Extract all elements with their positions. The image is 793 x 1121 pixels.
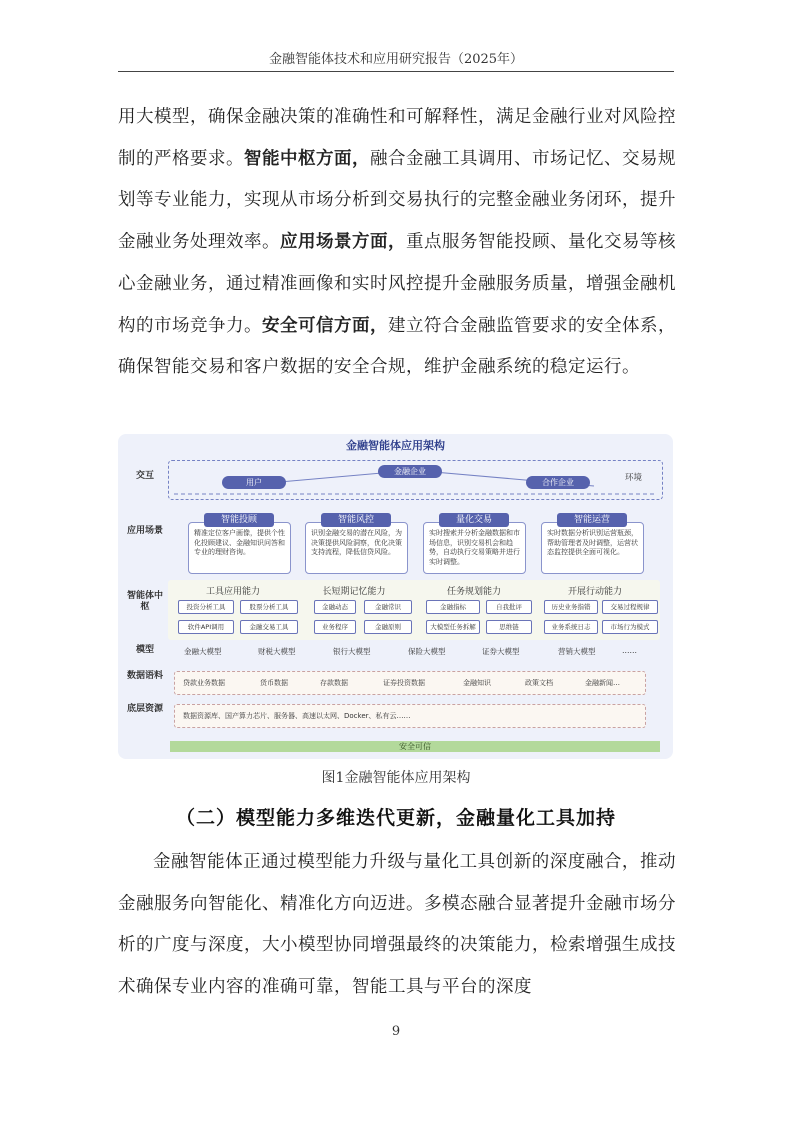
hub-chip: 业务系统日志 [544, 620, 598, 634]
interaction-right-pill: 合作企业 [526, 476, 590, 489]
model-item: …… [622, 646, 637, 655]
section-heading: （二）模型能力多维迭代更新，金融量化工具加持 [175, 807, 616, 829]
hub-chip: 交易过程规律 [602, 600, 658, 614]
hub-chip: 金融交易工具 [240, 620, 298, 634]
app-card [423, 522, 526, 574]
hub-chip: 金融原则 [364, 620, 412, 634]
data-item: 贷款业务数据 [183, 679, 225, 687]
hub-chip: 自我批评 [486, 600, 532, 614]
figure-caption: 图1金融智能体应用架构 [321, 770, 471, 786]
hub-head: 开展行动能力 [567, 587, 622, 597]
intro-bold-scene: 应用场景方面， [280, 232, 406, 253]
model-item: 证券大模型 [482, 647, 520, 656]
app-card [305, 522, 408, 574]
app-card-text: 识别金融交易的潜在风险，为决策提供风险洞察，优化决策支持流程，降低信贷风险。 [311, 529, 402, 556]
hub-chip: 金融指标 [426, 600, 480, 614]
app-card-title: 量化交易 [439, 513, 509, 527]
intro-text-2: 融合金融工具调用、市场记忆、交易规划等专业能力，实现从市场分析到交易执行的完整金融业务闭环，提升金融业务处理效率。 [118, 148, 676, 253]
interaction-center-pill: 金融企业 [378, 465, 442, 478]
running-header: 金融智能体技术和应用研究报告（2025年） [268, 52, 524, 67]
app-card [541, 522, 644, 574]
data-item: 金融新闻… [585, 679, 620, 687]
data-item: 货币数据 [260, 679, 288, 687]
data-item: 存款数据 [320, 679, 348, 687]
infra-text: 数据资源库、国产算力芯片、服务器、高速以太网、Docker、私有云…… [183, 712, 411, 720]
interaction-env: 环境 [625, 473, 643, 483]
hub-head: 长短期记忆能力 [322, 587, 386, 597]
safety-band: 安全可信 [170, 741, 660, 752]
model-item: 保险大模型 [408, 647, 446, 656]
model-item: 银行大模型 [333, 647, 371, 656]
data-box [174, 671, 646, 695]
hub-chip: 大模型任务拆解 [426, 620, 480, 634]
app-card-title: 智能运营 [557, 513, 627, 527]
app-card [188, 522, 291, 574]
data-item: 金融知识 [463, 679, 491, 687]
row-label-data: 数据语料 [126, 671, 163, 681]
app-card-text: 实时数据分析识别运营瓶颈，帮助管理者及时调整，运营状态监控提供全面可视化。 [547, 529, 638, 556]
hub-head: 工具应用能力 [205, 587, 260, 597]
section-body: 金融智能体正通过模型能力升级与量化工具创新的深度融合，推动金融服务向智能化、精准化方向迈进。多模态融合显著提升金融市场分析的广度与深度，大小模型协同增强最终的决策能力，检索增强生成技术确保专业内容的准确可靠，智能工具与平台的深度 [118, 852, 676, 998]
intro-paragraph [118, 97, 676, 389]
figure-title: 金融智能体应用架构 [346, 439, 445, 452]
row-label-infra: 底层资源 [126, 704, 163, 714]
model-item: 营销大模型 [558, 647, 596, 656]
intro-text-4: 建立符合金融监管要求的安全体系，确保智能交易和客户数据的安全合规，维护金融系统的稳定运行。 [118, 315, 676, 378]
hub-chip: 思维链 [486, 620, 532, 634]
row-label-hub: 智能体中枢 [126, 591, 163, 612]
intro-text-1: 用大模型，确保金融决策的准确性和可解释性，满足金融行业对风险控制的严格要求。 [118, 107, 676, 169]
section-paragraph [118, 842, 676, 1009]
page-number: 9 [391, 1024, 401, 1039]
hub-head: 任务规划能力 [446, 587, 501, 597]
interaction-left-pill: 用户 [222, 476, 286, 489]
hub-chip: 金融动态 [314, 600, 356, 614]
row-label-interaction: 交互 [135, 471, 154, 481]
header-rule [118, 71, 674, 72]
hub-chip: 业务程序 [314, 620, 356, 634]
intro-bold-hub: 智能中枢方面， [244, 148, 370, 169]
infra-box [174, 704, 646, 728]
hub-chip: 股票分析工具 [240, 600, 298, 614]
data-item: 政策文档 [525, 679, 553, 687]
app-card-title: 智能风控 [321, 513, 391, 527]
app-card-text: 实时搜索并分析金融数据和市场信息，识别交易机会和趋势，自动执行交易策略并进行实时调整。 [429, 529, 520, 566]
intro-bold-safety: 安全可信方面， [262, 315, 388, 336]
row-label-application: 应用场景 [126, 526, 163, 536]
model-item: 财税大模型 [258, 647, 296, 656]
app-card-text: 精准定位客户画像，提供个性化投顾建议、金融知识问答和专业的理财咨询。 [194, 529, 285, 556]
app-card-title: 智能投顾 [204, 513, 274, 527]
hub-chip: 金融常识 [364, 600, 412, 614]
hub-chip: 投资分析工具 [178, 600, 234, 614]
model-item: 金融大模型 [184, 647, 222, 656]
hub-chip: 软件API调用 [178, 620, 234, 634]
hub-chip: 历史业务指错 [544, 600, 598, 614]
row-label-model: 模型 [135, 645, 154, 655]
architecture-figure [118, 434, 673, 759]
intro-text-3: 重点服务智能投顾、量化交易等核心金融业务，通过精准画像和实时风控提升金融服务质量，增强金融机构的市场竞争力。 [118, 232, 676, 336]
hub-chip: 市场行为模式 [602, 620, 658, 634]
data-item: 证券投资数据 [383, 679, 425, 687]
